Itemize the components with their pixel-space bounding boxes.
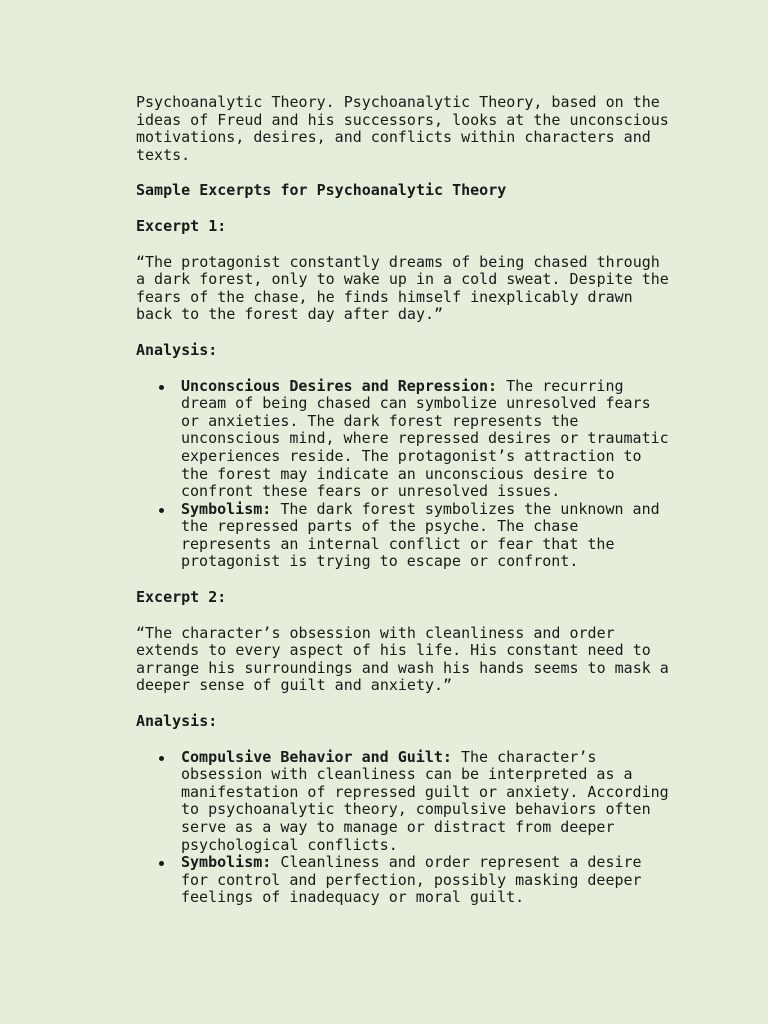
intro-paragraph: Psychoanalytic Theory. Psychoanalytic Theory, based on the ideas of Freud and his successors, looks at the unconscious motivations, desires, and conflicts within characters and texts. <box>136 93 669 164</box>
point-term: Compulsive Behavior and Guilt: <box>181 747 452 766</box>
excerpt-2-heading: Excerpt 2: <box>136 588 227 607</box>
point-text: The character’s obsession with cleanliness can be interpreted as a manifestation of repressed guilt or anxiety. According to psychoanalytic theory, compulsive behaviors often serve as a way to manage or distract from deeper psychological conflicts. <box>181 747 669 854</box>
excerpt-1-analysis-list <box>136 378 676 572</box>
excerpt-2-analysis-heading: Analysis: <box>136 712 218 731</box>
point-text: Cleanliness and order represent a desire for control and perfection, possibly masking deeper feelings of inadequacy or moral guilt. <box>181 853 642 907</box>
section-title: Sample Excerpts for Psychoanalytic Theory <box>136 181 507 200</box>
excerpt-1-analysis-heading: Analysis: <box>136 340 218 359</box>
excerpt-1-heading: Excerpt 1: <box>136 216 227 235</box>
point-text: The dark forest symbolizes the unknown and the repressed parts of the psyche. The chase represents an internal conflict or fear that the protagonist is trying to escape or confront. <box>181 499 660 571</box>
list-item <box>136 854 676 907</box>
point-text: The recurring dream of being chased can symbolize unresolved fears or anxieties. The dark forest represents the unconscious mind, where repressed desires or traumatic experiences reside. The protagonist’s attraction to the forest may indicate an unconscious desire to confront these fears or unresolved issues. <box>181 376 669 501</box>
point-term: Unconscious Desires and Repression: <box>181 376 498 395</box>
point-term: Symbolism: <box>181 853 272 872</box>
list-item <box>136 378 676 501</box>
list-item <box>136 749 676 855</box>
list-item <box>136 501 676 571</box>
excerpt-1-quote: “The protagonist constantly dreams of being chased through a dark forest, only to wake up in a cold sweat. Despite the fears of the chase, he finds himself inexplicably drawn back to the forest day after day.” <box>136 252 669 324</box>
point-term: Symbolism: <box>181 499 272 518</box>
document-body <box>136 94 676 907</box>
excerpt-2-quote: “The character’s obsession with cleanliness and order extends to every aspect of his life. His constant need to arrange his surroundings and wash his hands seems to mask a deeper sense of guilt and anxiety.” <box>136 623 669 695</box>
excerpt-2-analysis-list <box>136 749 676 907</box>
